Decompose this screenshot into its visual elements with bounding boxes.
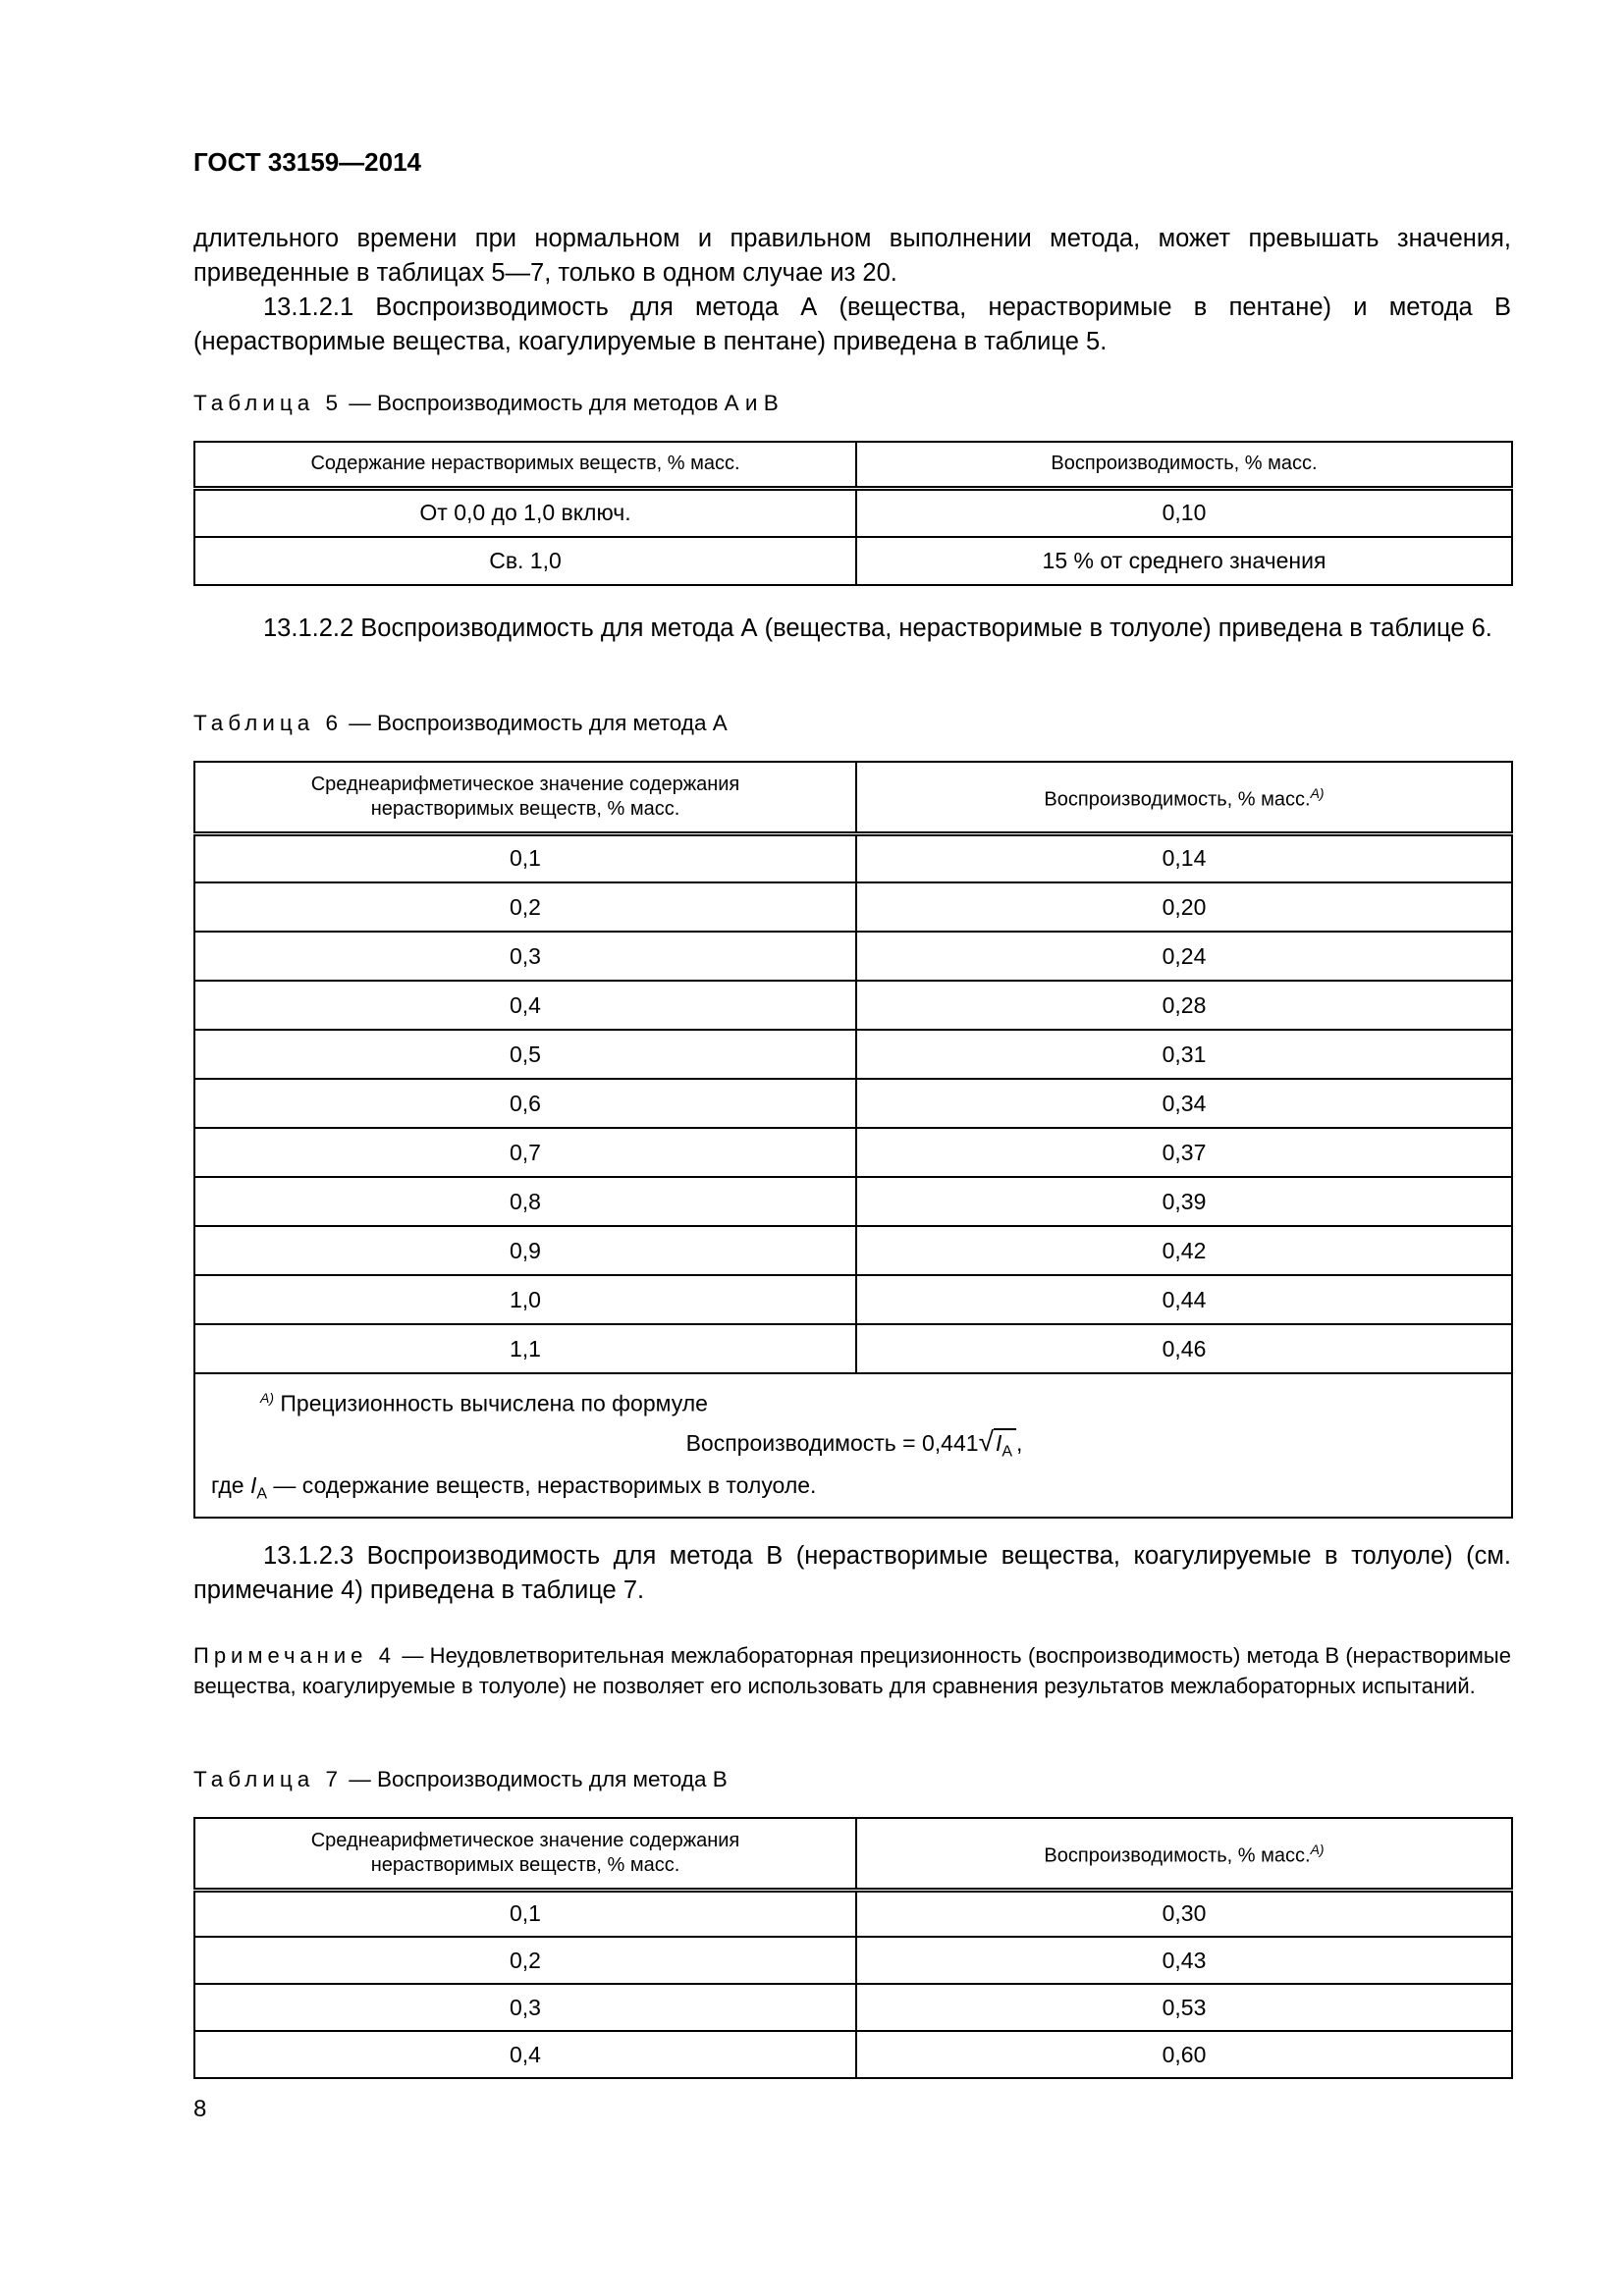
paragraph-13-1-2-3: 13.1.2.3 Воспроизводимость для метода В (нерастворимые вещества, коагулируемые в толуоле) (см. примечание 4) приведена в таблице 7. xyxy=(193,1542,1511,1604)
paragraph-13-1-2-1: 13.1.2.1 Воспроизводимость для метода А (вещества, нерастворимые в пентане) и метода В (нерастворимые вещества, коагулируемые в пентане) приведена в таблице 5. xyxy=(193,294,1511,355)
table7-col2-header-text: Воспроизводимость, % масс. xyxy=(1044,1844,1311,1867)
table-cell: 0,34 xyxy=(856,1079,1512,1128)
table-cell: 0,3 xyxy=(194,932,856,981)
table-row xyxy=(194,537,1512,585)
table-cell: 0,20 xyxy=(856,882,1512,932)
intro-paragraph: длительного времени при нормальном и правильном выполнении метода, может превышать значения, приведенные в таблицах 5—7, только в одном случае из 20. xyxy=(193,225,1511,287)
table-row xyxy=(194,1177,1512,1226)
formula-subscript: A xyxy=(1001,1443,1012,1461)
table6-col2-header xyxy=(856,762,1512,833)
table-cell: 0,37 xyxy=(856,1128,1512,1177)
table-row xyxy=(194,1079,1512,1128)
page-number: 8 xyxy=(193,2096,207,2122)
table5-col1-header: Содержание нерастворимых веществ, % масс. xyxy=(194,442,856,488)
where-subscript: A xyxy=(256,1485,268,1503)
table6-footnote-row xyxy=(194,1373,1512,1518)
where-text: — содержание веществ, нерастворимых в толуоле. xyxy=(273,1472,817,1499)
table-cell: 0,60 xyxy=(856,2031,1512,2078)
table6 xyxy=(193,761,1513,1519)
table-row xyxy=(194,2031,1512,2078)
table-row xyxy=(194,488,1512,537)
table-row xyxy=(194,1030,1512,1079)
footnote-where xyxy=(211,1469,1497,1511)
table-cell: 0,10 xyxy=(856,488,1512,537)
table-cell: Св. 1,0 xyxy=(194,537,856,585)
table-row xyxy=(194,1984,1512,2031)
table-cell: 0,2 xyxy=(194,1937,856,1984)
table7-caption-text: — Воспроизводимость для метода В xyxy=(349,1767,728,1791)
table6-caption-label: Таблица 6 xyxy=(193,711,343,735)
footnote-marker: А) xyxy=(260,1390,274,1406)
table-row xyxy=(194,1324,1512,1373)
table-cell: 1,1 xyxy=(194,1324,856,1373)
table-cell: 0,5 xyxy=(194,1030,856,1079)
table-cell: 0,1 xyxy=(194,833,856,882)
table7-col1-header xyxy=(194,1818,856,1890)
table7-caption xyxy=(193,1767,728,1792)
table-row xyxy=(194,1128,1512,1177)
table-cell: 0,14 xyxy=(856,833,1512,882)
table-row xyxy=(194,1275,1512,1324)
paragraph-13-1-2-2: 13.1.2.2 Воспроизводимость для метода А (вещества, нерастворимые в толуоле) приведена в таблице 6. xyxy=(263,614,1492,642)
note-4-label: Примечание 4 xyxy=(193,1643,396,1668)
table6-col1-header-line1: Среднеарифметическое значение содержания xyxy=(310,773,740,795)
table5-col2-header: Воспроизводимость, % масс. xyxy=(856,442,1512,488)
table-cell: 0,1 xyxy=(194,1890,856,1937)
table-row xyxy=(194,882,1512,932)
table-cell: 0,28 xyxy=(856,981,1512,1030)
table6-col2-header-text: Воспроизводимость, % масс. xyxy=(1044,788,1311,811)
table-cell: 0,4 xyxy=(194,981,856,1030)
table-cell: 0,31 xyxy=(856,1030,1512,1079)
table7 xyxy=(193,1817,1513,2079)
formula-radicand xyxy=(994,1428,1016,1466)
table5-caption xyxy=(193,391,779,416)
table-cell: 0,44 xyxy=(856,1275,1512,1324)
table6-col1-header xyxy=(194,762,856,833)
reproducibility-formula xyxy=(211,1420,1497,1470)
footnote-text: Прецизионность вычислена по формуле xyxy=(280,1390,708,1416)
table-cell: 0,2 xyxy=(194,882,856,932)
document-header: ГОСТ 33159—2014 xyxy=(193,147,421,177)
table-cell: 1,0 xyxy=(194,1275,856,1324)
table5-caption-text: — Воспроизводимость для методов А и В xyxy=(349,391,779,415)
sqrt-icon: √ xyxy=(978,1425,994,1457)
table5-caption-label: Таблица 5 xyxy=(193,391,343,415)
table-cell: 0,30 xyxy=(856,1890,1512,1937)
table-row xyxy=(194,932,1512,981)
table6-caption xyxy=(193,711,728,736)
table-cell: От 0,0 до 1,0 включ. xyxy=(194,488,856,537)
table-cell: 0,53 xyxy=(856,1984,1512,2031)
table7-caption-label: Таблица 7 xyxy=(193,1767,343,1791)
table-cell: 0,42 xyxy=(856,1226,1512,1275)
table-cell: 0,24 xyxy=(856,932,1512,981)
table-cell: 0,43 xyxy=(856,1937,1512,1984)
where-variable: I xyxy=(249,1472,257,1499)
table-cell: 0,46 xyxy=(856,1324,1512,1373)
table7-col1-header-line1: Среднеарифметическое значение содержания xyxy=(310,1829,740,1851)
table-cell: 0,9 xyxy=(194,1226,856,1275)
table-cell: 0,4 xyxy=(194,2031,856,2078)
table7-col1-header-line2: нерастворимых веществ, % масс. xyxy=(370,1853,680,1876)
note-4-text: — Неудовлетворительная межлабораторная прецизионность (воспроизводимость) метода В (нерастворимые вещества, коагулируемые в толуоле) не позволяет его использовать для сравнения результатов межлабораторных испытаний. xyxy=(193,1643,1511,1698)
table6-caption-text: — Воспроизводимость для метода А xyxy=(349,711,728,735)
table-cell: 0,39 xyxy=(856,1177,1512,1226)
footnote-intro xyxy=(211,1382,1497,1420)
table-cell: 0,6 xyxy=(194,1079,856,1128)
table-cell: 0,8 xyxy=(194,1177,856,1226)
formula-tail: , xyxy=(1016,1429,1023,1456)
table-cell: 15 % от среднего значения xyxy=(856,537,1512,585)
formula-variable: I xyxy=(995,1429,1002,1456)
table-cell: 0,3 xyxy=(194,1984,856,2031)
footnote-marker: А) xyxy=(1310,784,1325,801)
table-row xyxy=(194,981,1512,1030)
table-row xyxy=(194,1937,1512,1984)
footnote-marker: А) xyxy=(1310,1841,1325,1857)
table-cell: 0,7 xyxy=(194,1128,856,1177)
table6-footnote xyxy=(194,1373,1512,1518)
table7-col2-header xyxy=(856,1818,1512,1890)
table6-col1-header-line2: нерастворимых веществ, % масс. xyxy=(370,797,680,820)
table-row xyxy=(194,833,1512,882)
table-row xyxy=(194,1890,1512,1937)
where-prefix: где xyxy=(211,1472,244,1499)
note-4 xyxy=(193,1640,1511,1701)
table5 xyxy=(193,441,1513,586)
table-row xyxy=(194,1226,1512,1275)
formula-left: Воспроизводимость = 0,441 xyxy=(685,1429,979,1456)
